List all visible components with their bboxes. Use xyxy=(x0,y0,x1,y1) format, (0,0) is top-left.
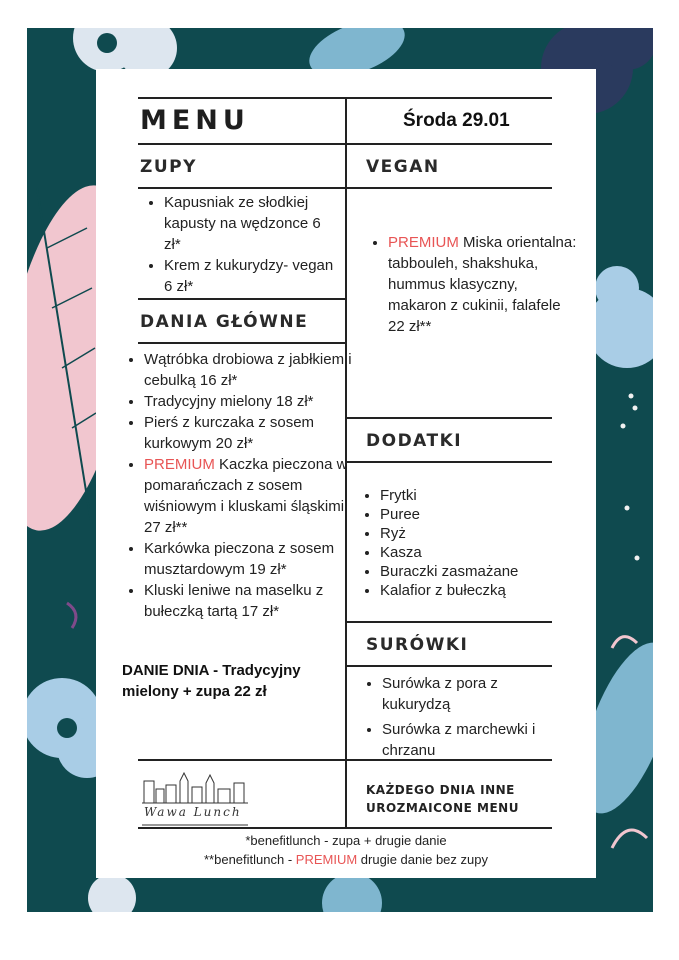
list-item xyxy=(388,232,578,337)
list-item: • Ryż xyxy=(380,524,560,543)
list-item: • Puree xyxy=(380,505,560,524)
footer-note-2: **benefitlunch - PREMIUM drugie danie bez zupy xyxy=(204,852,488,867)
list-item: • Frytki xyxy=(380,486,560,505)
premium-label: PREMIUM xyxy=(144,456,215,473)
sides-heading: DODATKI xyxy=(366,431,463,451)
list-item: • Pierś z kurczaka z sosem kurkowym 20 zł* xyxy=(144,412,354,454)
salads-list xyxy=(360,673,552,761)
list-item: • Tradycyjny mielony 18 zł* xyxy=(144,391,354,412)
promo-line-1: KAŻDEGO DNIA INNE xyxy=(366,783,515,797)
soups-list xyxy=(142,192,334,297)
soups-heading: ZUPY xyxy=(140,157,197,177)
logo-text: Wawa Lunch xyxy=(144,805,242,819)
footer-note-1: *benefitlunch - zupa + drugie danie xyxy=(245,833,447,848)
premium-label: PREMIUM xyxy=(388,234,459,251)
promo-line-2: UROZMAICONE MENU xyxy=(366,801,519,815)
list-item: • Surówka z marchewki i chrzanu xyxy=(382,719,552,761)
salads-heading: SURÓWKI xyxy=(366,635,469,655)
wawa-lunch-logo xyxy=(140,769,252,829)
menu-title: MENU xyxy=(140,105,250,136)
mains-heading: DANIA GŁÓWNE xyxy=(140,312,309,332)
list-item: • PREMIUM Kaczka pieczona w pomarańczach z sosem wiśniowym i kluskami śląskimi 27 zł** xyxy=(144,454,354,538)
sides-list xyxy=(358,486,560,600)
list-item: • Buraczki zasmażane xyxy=(380,562,560,581)
premium-label: PREMIUM xyxy=(295,852,358,867)
date-label: Środa 29.01 xyxy=(403,110,510,131)
vegan-heading: VEGAN xyxy=(366,157,440,177)
list-item: • Surówka z pora z kukurydzą xyxy=(382,673,552,715)
list-item: • Karkówka pieczona z sosem musztardowym 19 zł* xyxy=(144,538,354,580)
list-item: • Kluski leniwe na maselku z bułeczką tartą 17 zł* xyxy=(144,580,354,622)
vegan-list xyxy=(366,232,578,337)
list-item: • Kasza xyxy=(380,543,560,562)
list-item: • Kapusniak ze słodkiej kapusty na wędzonce 6 zł* xyxy=(164,192,334,255)
list-item: • Krem z kukurydzy- vegan 6 zł* xyxy=(164,255,334,297)
list-item: • Kalafior z bułeczką xyxy=(380,581,560,600)
daily-special: DANIE DNIA - Tradycyjny mielony + zupa 22 zł xyxy=(122,662,301,700)
menu-card xyxy=(96,69,596,878)
item-text: Miska orientalna: tabbouleh, shakshuka, hummus klasyczny, makaron z cukinii, falafele 22 zł** xyxy=(388,234,577,335)
mains-list xyxy=(122,349,354,622)
list-item: • Wątróbka drobiowa z jabłkiem i cebulką 16 zł* xyxy=(144,349,354,391)
flower-decoration xyxy=(88,874,136,912)
